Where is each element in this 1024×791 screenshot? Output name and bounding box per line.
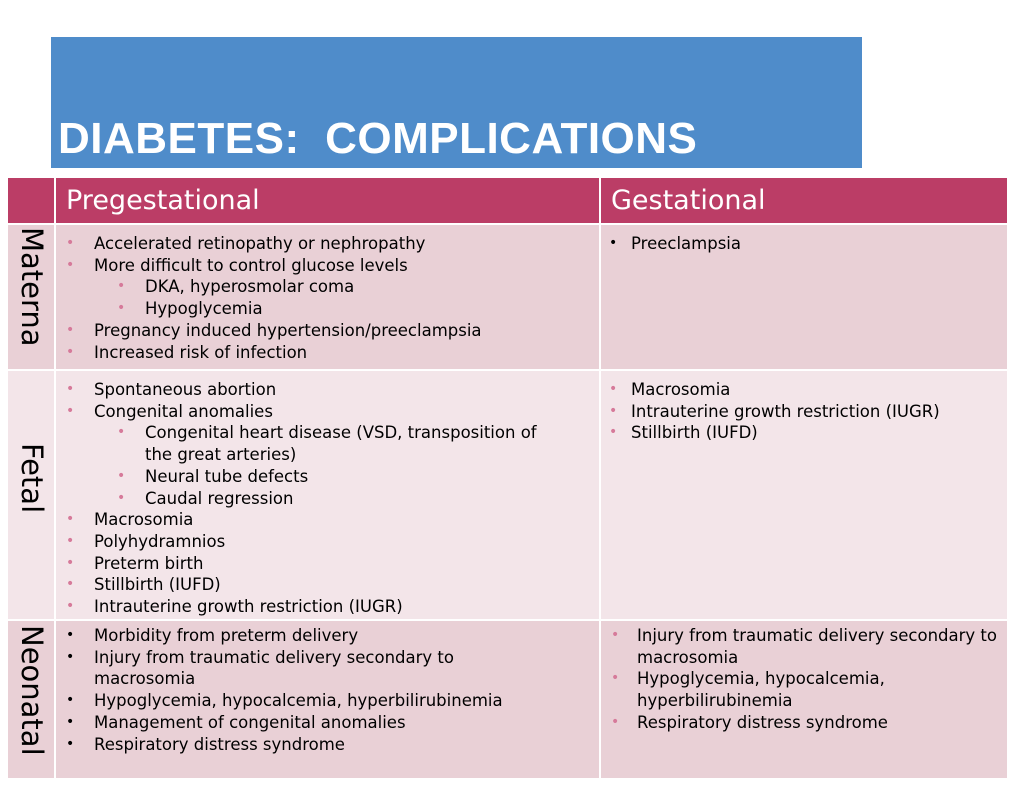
list-item-text: Macrosomia: [94, 510, 194, 530]
bullet-icon: •: [66, 381, 75, 397]
bullet-icon: •: [117, 489, 126, 506]
list-item-text: Preeclampsia: [631, 234, 741, 253]
slide-title: DIABETES: COMPLICATIONS: [58, 114, 698, 163]
list-item-text: Neural tube defects: [145, 466, 309, 486]
bullet-icon: •: [609, 424, 618, 441]
list-item: [56, 596, 551, 618]
maternal-pregestational-cell: [56, 225, 599, 369]
list-item: [56, 233, 551, 255]
fetal-label: Fetal: [15, 443, 49, 514]
bullet-icon: •: [66, 627, 75, 643]
list-item: [56, 509, 551, 531]
bullet-icon: •: [117, 424, 126, 441]
list-item: [601, 379, 1007, 401]
bullet-icon: •: [611, 670, 620, 687]
list-item: [56, 342, 551, 364]
list-item: [56, 255, 551, 277]
list-item-text: Stillbirth (IUFD): [631, 423, 758, 443]
bullet-icon: •: [66, 692, 75, 709]
bullet-icon: •: [66, 321, 75, 338]
maternal-pregestational-list: [56, 233, 551, 363]
list-item-text: Pregnancy induced hypertension/preeclampsia: [94, 320, 482, 340]
bullet-icon: •: [66, 735, 75, 752]
list-item: [56, 276, 551, 298]
bullet-icon: •: [66, 511, 75, 528]
list-item: [601, 401, 1007, 423]
list-item-text: Management of congenital anomalies: [94, 712, 406, 732]
list-item-text: Respiratory distress syndrome: [637, 712, 888, 732]
list-item-text: Intrauterine growth restriction (IUGR): [631, 401, 940, 421]
list-item-text: Increased risk of infection: [94, 342, 308, 362]
neonatal-gestational-cell: [601, 621, 1007, 778]
bullet-icon: •: [66, 576, 75, 593]
list-item: [601, 712, 1007, 734]
list-item-text: Congenital heart disease (VSD, transposition of the great arteries): [145, 423, 537, 465]
list-item-text: Spontaneous abortion: [94, 380, 277, 399]
bullet-icon: •: [66, 235, 75, 251]
list-item-text: Intrauterine growth restriction (IUGR): [94, 597, 403, 617]
list-item: [601, 422, 1007, 444]
list-item: [56, 647, 551, 690]
list-item-text: Hypoglycemia, hypocalcemia, hyperbilirubinemia: [94, 691, 503, 711]
header-pregestational-label: Pregestational: [66, 185, 260, 216]
bullet-icon: •: [609, 235, 618, 251]
list-item: [56, 553, 551, 575]
bullet-icon: •: [117, 278, 126, 295]
maternal-gestational-list: [601, 233, 1007, 255]
list-item: [56, 531, 551, 553]
neonatal-gestational-list: [601, 625, 1007, 734]
list-item-text: Hypoglycemia: [145, 299, 263, 319]
list-item-text: Caudal regression: [145, 488, 294, 508]
list-item-text: Hypoglycemia, hypocalcemia, hyperbilirubinemia: [637, 669, 885, 711]
list-item-text: Polyhydramnios: [94, 531, 226, 551]
fetal-gestational-list: [601, 379, 1007, 444]
list-item-text: Injury from traumatic delivery secondary to macrosomia: [637, 626, 997, 667]
neonatal-label: Neonatal: [15, 625, 49, 756]
list-item-text: Congenital anomalies: [94, 401, 273, 421]
header-gestational-label: Gestational: [611, 185, 766, 216]
header-corner-cell: [8, 178, 54, 223]
bullet-icon: •: [66, 713, 75, 730]
list-item: [56, 401, 551, 423]
list-item: [56, 466, 551, 488]
list-item-text: Stillbirth (IUFD): [94, 575, 221, 595]
list-item: [56, 690, 551, 712]
bullet-icon: •: [609, 381, 618, 397]
header-gestational: [601, 178, 1007, 223]
bullet-icon: •: [117, 300, 126, 317]
neonatal-pregestational-cell: [56, 621, 599, 778]
title-banner: [51, 37, 862, 168]
neonatal-pregestational-list: [56, 625, 551, 755]
row-label-fetal: [8, 371, 54, 619]
row-label-maternal: [8, 225, 54, 369]
list-item: [56, 379, 551, 401]
list-item-text: Macrosomia: [631, 380, 731, 399]
bullet-icon: •: [66, 598, 75, 615]
list-item: [56, 574, 551, 596]
bullet-icon: •: [611, 627, 620, 643]
fetal-gestational-cell: [601, 371, 1007, 619]
list-item-text: Injury from traumatic delivery secondary to macrosomia: [94, 647, 454, 689]
list-item-text: Respiratory distress syndrome: [94, 734, 345, 754]
fetal-pregestational-list: [56, 379, 551, 618]
list-item-text: DKA, hyperosmolar coma: [145, 277, 355, 297]
list-item: [56, 320, 551, 342]
bullet-icon: •: [66, 648, 75, 665]
header-pregestational: [56, 178, 599, 223]
list-item: [601, 625, 1007, 668]
list-item: [56, 712, 551, 734]
maternal-gestational-cell: [601, 225, 1007, 369]
bullet-icon: •: [117, 467, 126, 484]
bullet-icon: •: [66, 532, 75, 549]
list-item: [601, 233, 1007, 255]
list-item-text: Preterm birth: [94, 553, 204, 573]
row-label-neonatal: [8, 621, 54, 778]
list-item: [56, 298, 551, 320]
list-item-text: Accelerated retinopathy or nephropathy: [94, 234, 426, 253]
bullet-icon: •: [66, 402, 75, 419]
list-item: [56, 734, 551, 756]
list-item: [56, 422, 551, 465]
bullet-icon: •: [66, 343, 75, 360]
list-item: [56, 625, 551, 647]
list-item-text: More difficult to control glucose levels: [94, 255, 408, 275]
bullet-icon: •: [611, 713, 620, 730]
list-item: [56, 488, 551, 510]
list-item: [601, 668, 1007, 711]
bullet-icon: •: [609, 402, 618, 419]
list-item-text: Morbidity from preterm delivery: [94, 626, 359, 645]
bullet-icon: •: [66, 256, 75, 273]
fetal-pregestational-cell: [56, 371, 599, 619]
bullet-icon: •: [66, 554, 75, 571]
maternal-label: Materna: [15, 227, 49, 347]
